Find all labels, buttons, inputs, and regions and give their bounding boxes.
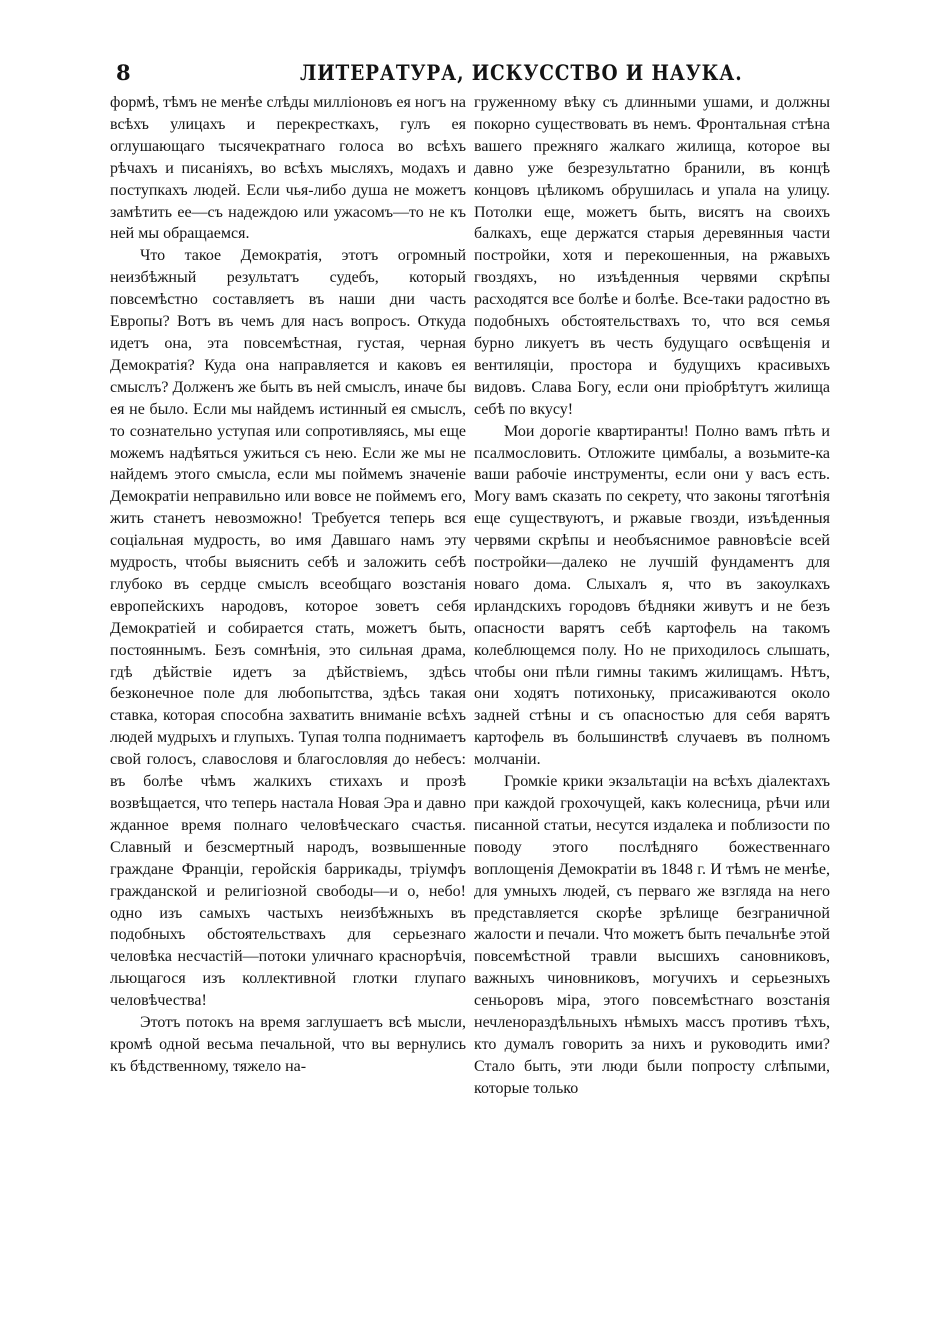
left-column bbox=[110, 92, 466, 1078]
left-paragraph-1: формѣ, тѣмъ не менѣе слѣды милліоновъ ея ногъ на всѣхъ улицахъ и перекресткахъ, гулъ ея оглушающаго тысячекратнаго голоса во всѣхъ рѣчахъ и писаніяхъ, во всѣхъ мысляхъ, модахъ и поступкахъ людей. Если чья-либо душа не можетъ замѣтить ее—съ надеждою или ужасомъ—то не къ ней мы обращаемся. bbox=[110, 94, 466, 243]
right-paragraph-2: Мои дорогіе квартиранты! Полно вамъ пѣть и псалмословить. Отложите цимбалы, а возьмите-ка ваши рабочіе инструменты, если они у васъ есть. Могу вамъ сказать по секрету, что законы тяготѣнія еще существуютъ, и ржавые гвозди, изъѣденныя червями скрѣпы и необъяснимое равновѣсіе всей постройки—далеко не лучшій фундаментъ для новаго дома. Слыхалъ я, что въ закоулкахъ ирландскихъ городовъ бѣдняки живутъ и не безъ опасности варятъ себѣ картофель на такомъ колеблющемся полу. Но не приходилось слышать, чтобы они пѣли гимны такимъ жилищамъ. Нѣтъ, они ходятъ потихоньку, присаживаются около задней стѣны и съ опасностью для себя варятъ картофель въ большинствѣ случаевъ въ полномъ молчаніи. bbox=[474, 422, 830, 769]
page-number: 8 bbox=[116, 60, 131, 85]
left-paragraph-3: Этотъ потокъ на время заглушаетъ всѣ мысли, кромѣ одной весьма печальной, что вы вернулись къ бѣдственному, тяжело на- bbox=[110, 1014, 466, 1075]
running-title: ЛИТЕРАТУРА, ИСКУССТВО И НАУКА. bbox=[300, 60, 743, 85]
left-paragraph-2: Что такое Демократія, этотъ огромный неизбѣжный результатъ судебъ, который повсемѣстно составляетъ въ наши дни часть Европы? Вотъ въ чемъ для насъ вопросъ. Откуда идетъ она, эта повсемѣстная, густая, черная Демократія? Куда она направляется и каковъ ея смыслъ? Долженъ же быть въ ней смыслъ, иначе бы ея не было. Если мы найдемъ истинный ея смыслъ, то сознательно уступая или сопротивляясь, мы еще можемъ надѣяться ужиться съ нею. Если же мы не найдемъ этого смысла, если мы поймемъ значеніе Демократіи неправильно или вовсе не поймемъ его, жить станетъ невозможно! Требуется теперь вся соціальная мудрость, во имя Давшаго намъ эту мудрость, чтобы выяснить себѣ и заложить себѣ глубоко въ сердце смыслъ всеобщаго возстанія европейскихъ народовъ, которое зоветъ себя Демократіей и собирается стать, можетъ быть, постояннымъ. Безъ сомнѣнія, это сильная драма, гдѣ дѣйствіе идетъ за дѣйствіемъ, здѣсь безконечное поле для любопытства, здѣсь такая ставка, которая способна захватить вниманіе всѣхъ людей мудрыхъ и глупыхъ. Тупая толпа поднимаетъ свой голосъ, славословя и благословляя до небесъ: въ болѣе чѣмъ жалкихъ стихахъ и прозѣ возвѣщается, что теперь настала Новая Эра и давно жданное время полнаго человѣческаго счастья. Славный и безсмертный народъ, возвышенные граждане Франціи, геройскія баррикады, тріумфъ гражданской и религіозной свободы—и о, небо! одно изъ самыхъ частыхъ неизбѣжныхъ въ подобныхъ обстоятельствахъ для серьезнаго человѣка несчастій—потоки уличнаго краснорѣчія, льющагося изъ коллективной глотки глупаго человѣчества! bbox=[110, 247, 466, 1010]
page-header bbox=[110, 58, 820, 88]
right-column bbox=[474, 92, 830, 1100]
right-paragraph-1: груженному вѣку съ длинными ушами, и должны покорно существовать въ немъ. Фронтальная стѣна вашего прежняго жалкаго жилища, которое вы давно уже безрезультатно бранили, въ концѣ концовъ цѣликомъ обрушилась и упала на улицу. Потолки еще, можетъ быть, висятъ на своихъ балкахъ, еще держатся старыя деревянныя части постройки, хотя и перекошенныя, на ржавыхъ гвоздяхъ, но изъѣденныя червями скрѣпы расходятся все болѣе и болѣе. Все-таки радостно въ подобныхъ обстоятельствахъ то, что вся семья бурно ликуетъ въ честь будущаго освѣщенія и вентиляціи, простора и будущихъ красивыхъ видовъ. Слава Богу, если они пріобрѣтутъ жилища себѣ по вкусу! bbox=[474, 94, 830, 418]
right-paragraph-3: Громкіе крики экзальтаціи на всѣхъ діалектахъ при каждой грохочущей, какъ колесница, рѣчи или писанной статьи, несутся издалека и поблизости по поводу этого послѣдняго божественнаго воплощенія Демократіи въ 1848 г. И тѣмъ не менѣе, для умныхъ людей, съ перваго же взгляда на него представляется скорѣе зрѣлище безграничной жалости и печали. Что можетъ быть печальнѣе этой повсемѣстной травли высшихъ сановниковъ, важныхъ чиновниковъ, могучихъ и серьезныхъ сеньоровъ міра, этого повсемѣстнаго возстанія нечленораздѣльныхъ нѣмыхъ массъ противъ тѣхъ, кто думалъ говорить за нихъ и руководить ими? Стало быть, эти люди были попросту слѣпыми, которые только bbox=[474, 773, 830, 1097]
